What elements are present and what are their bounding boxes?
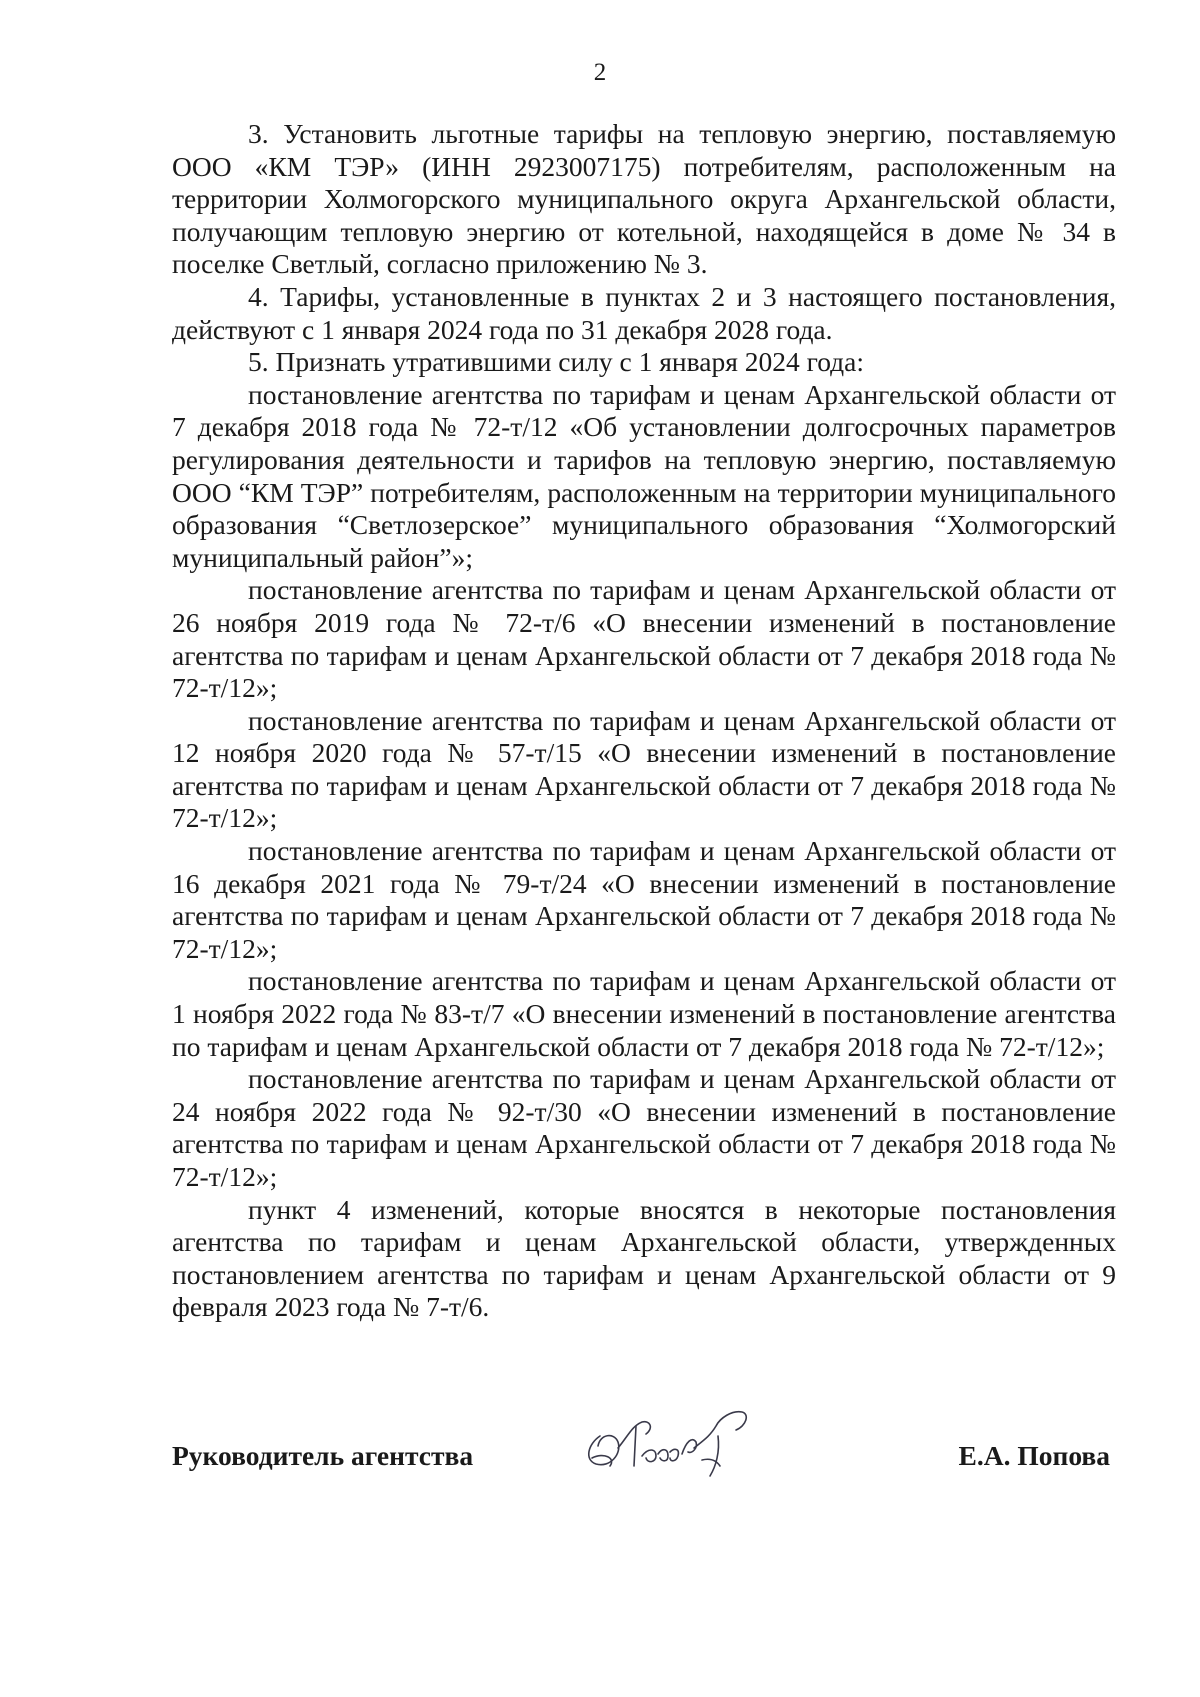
document-body: [172, 118, 1116, 1324]
paragraph-item-5: 5. Признать утратившими силу с 1 января 2024 года:: [248, 346, 864, 378]
signer-title: Руководитель агентства: [172, 1440, 474, 1471]
repealed-act-2023: пункт 4 изменений, которые вносятся в некоторые постановления агентства по тарифам и ценам Архангельской области, утвержденных постановлением агентства по тарифам и ценам Архангельской области от 9 февраля 2023 года № 7-т/6.: [172, 1193, 1116, 1323]
repealed-act-2020: постановление агентства по тарифам и ценам Архангельской области от 12 ноября 2020 года № 57-т/15 «О внесении изменений в постановление агентства по тарифам и ценам Архангельской области от 7 декабря 2018 года № 72-т/12»;: [172, 704, 1116, 834]
repealed-act-2022-nov-24: постановление агентства по тарифам и ценам Архангельской области от 24 ноября 2022 года № 92-т/30 «О внесении изменений в постановление агентства по тарифам и ценам Архангельской области от 7 декабря 2018 года № 72-т/12»;: [172, 1063, 1116, 1192]
signer-name: Е.А. Попова: [958, 1440, 1110, 1471]
repealed-act-2021: постановление агентства по тарифам и ценам Архангельской области от 16 декабря 2021 года № 79-т/24 «О внесении изменений в постановление агентства по тарифам и ценам Архангельской области от 7 декабря 2018 года № 72-т/12»;: [172, 835, 1116, 964]
repealed-act-2019: постановление агентства по тарифам и ценам Архангельской области от 26 ноября 2019 года № 72-т/6 «О внесении изменений в постановление агентства по тарифам и ценам Архангельской области от 7 декабря 2018 года № 72-т/12»;: [172, 574, 1116, 704]
paragraph-item-4: 4. Тарифы, установленные в пунктах 2 и 3 настоящего постановления, действуют с 1 января 2024 года по 31 декабря 2028 года.: [172, 280, 1116, 345]
page-number: 2: [593, 59, 607, 86]
paragraph-item-3: 3. Установить льготные тарифы на тепловую энергию, поставляемую ООО «КМ ТЭР» (ИНН 2923007175) потребителям, расположенным на территории Холмогорского муниципального округа Архангельской области, получающим тепловую энергию от котельной, находящейся в доме № 34 в поселке Светлый, согласно приложению № 3.: [172, 118, 1116, 280]
signature-block: [172, 1412, 1116, 1492]
repealed-act-2022-nov-1: постановление агентства по тарифам и ценам Архангельской области от 1 ноября 2022 года № 83-т/7 «О внесении изменений в постановление агентства по тарифам и ценам Архангельской области от 7 декабря 2018 года № 72-т/12»;: [172, 965, 1116, 1062]
handwritten-signature: [570, 1396, 770, 1486]
repealed-act-2018: постановление агентства по тарифам и ценам Архангельской области от 7 декабря 2018 года № 72-т/12 «Об установлении долгосрочных параметров регулирования деятельности и тарифов на тепловую энергию, поставляемую ООО “КМ ТЭР” потребителям, расположенным на территории муниципального образования “Светлозерское” муниципального образования “Холмогорский муниципальный район”»;: [172, 378, 1116, 573]
